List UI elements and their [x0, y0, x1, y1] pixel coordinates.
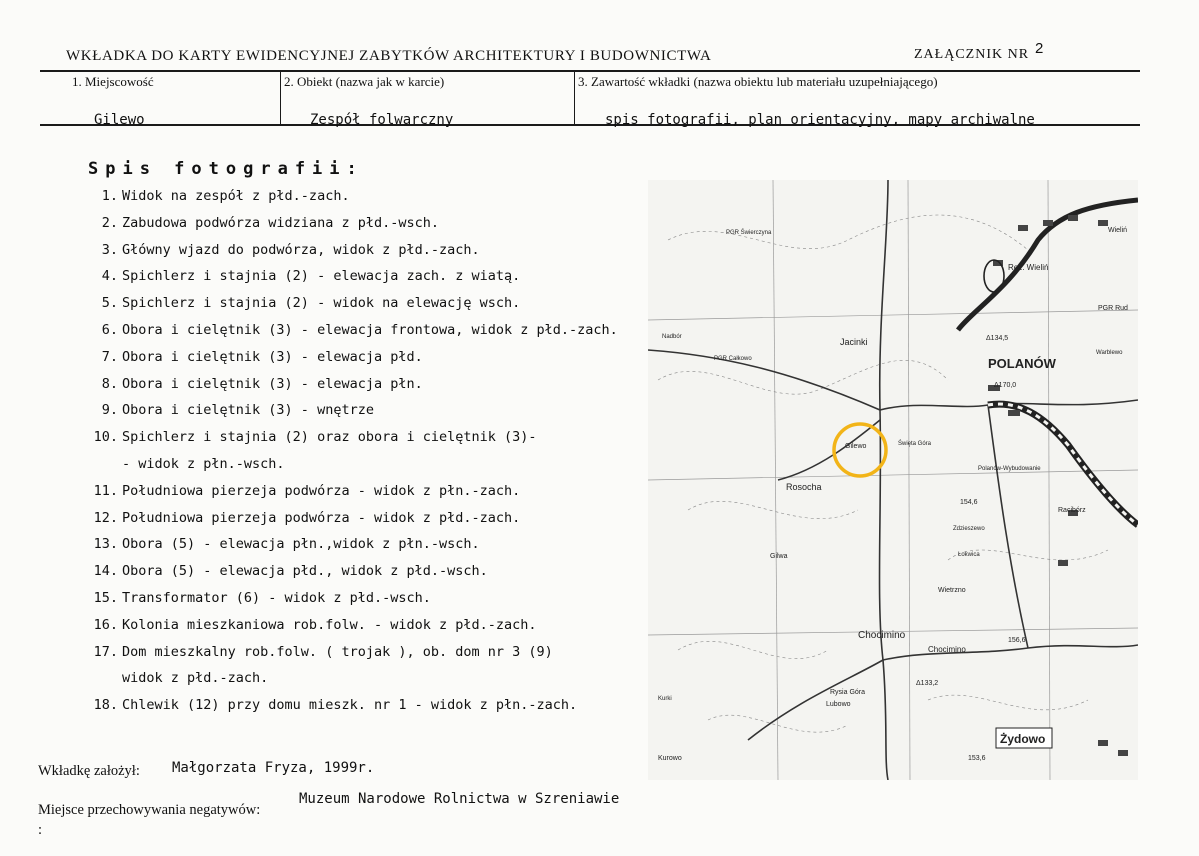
photo-item-text: Obora i cielętnik (3) - elewacja płn.: [122, 375, 423, 392]
map-label-nadbor: Nadbór: [662, 334, 682, 340]
photo-item-number: 6.: [101, 321, 118, 338]
photo-item-text: widok z płd.-zach.: [122, 670, 269, 687]
photo-item-text: Transformator (6) - widok z płd.-wsch.: [122, 589, 431, 606]
photo-list-item: [80, 240, 650, 267]
author-label: Wkładkę założył:: [38, 763, 140, 779]
photo-item-number: 5.: [101, 295, 118, 312]
column-1-label: 1. Miejscowość: [72, 74, 154, 89]
map-background: [648, 180, 1138, 780]
column-divider-1: [280, 70, 281, 125]
map-label-lokwica: Łokwica: [958, 552, 980, 558]
map-label-height-153: 153,6: [968, 755, 986, 762]
photo-item-number: 8.: [101, 375, 118, 392]
photo-item-text: Obora (5) - elewacja płd., widok z płd.-wsch.: [122, 563, 488, 580]
photo-item-text: Południowa pierzeja podwórza - widok z płn.-zach.: [122, 482, 521, 499]
map-label-pgr-swierczyna: PGR Świerczyna: [726, 230, 772, 236]
photo-item-number: 10.: [93, 429, 118, 446]
map-label-height-133: Δ133,2: [916, 680, 939, 687]
insert-contents-value: spis fotografii, plan orientacyjny, mapy archiwalne: [605, 112, 1035, 128]
photo-list-item: [80, 561, 650, 588]
map-label-height-134: Δ134,5: [986, 335, 1009, 342]
map-label-polanow: POLANÓW: [988, 356, 1056, 371]
photo-list-item: [80, 347, 650, 374]
map-label-height-154: 154,6: [960, 499, 978, 506]
orientation-map: [648, 180, 1138, 780]
annex-label: [914, 40, 1044, 63]
document-title: WKŁADKA DO KARTY EWIDENCYJNEJ ZABYTKÓW ARCHITEKTURY I BUDOWNICTWA: [66, 48, 712, 64]
photo-item-number: 16.: [93, 616, 118, 633]
map-label-rez-wielin: Rez. Wieliń: [1008, 263, 1049, 272]
photo-list-item: [80, 615, 650, 642]
photo-item-number: 4.: [101, 268, 118, 285]
footer-colon: :: [38, 822, 43, 838]
map-label-wielin: Wieliń: [1108, 227, 1128, 234]
storage-value: Muzeum Narodowe Rolnictwa w Szreniawie: [299, 791, 620, 807]
photo-item-number: 1.: [101, 188, 118, 204]
photo-list-item: [80, 293, 650, 320]
photo-item-text: Spichlerz i stajnia (2) - widok na elewację wsch.: [122, 295, 521, 312]
map-label-gilwa: Gilwa: [770, 553, 788, 560]
map-label-wietrzno: Wietrzno: [938, 587, 966, 594]
photo-list-item: [80, 695, 650, 722]
storage-label: Miejsce przechowywania negatywów:: [38, 802, 261, 818]
photo-item-text: - widok z płn.-wsch.: [122, 455, 285, 472]
photo-list: [80, 186, 650, 722]
photo-item-text: Obora (5) - elewacja płn.,widok z płn.-wsch.: [122, 536, 480, 553]
photo-item-text: Obora i cielętnik (3) - wnętrze: [122, 402, 374, 419]
annex-number: 2: [1035, 40, 1045, 57]
photo-item-text: Główny wjazd do podwórza, widok z płd.-zach.: [122, 241, 480, 258]
map-label-warblewo: Warblewo: [1096, 350, 1123, 356]
photo-list-title: Spis fotografii:: [88, 159, 364, 179]
photo-list-item: [80, 588, 650, 615]
photo-list-item: [80, 374, 650, 401]
column-divider-2: [574, 70, 575, 125]
column-3-label: 3. Zawartość wkładki (nazwa obiektu lub materiału uzupełniającego): [578, 74, 938, 89]
photo-item-number: 15.: [93, 589, 118, 606]
photo-item-text: Spichlerz i stajnia (2) - elewacja zach. z wiatą.: [122, 268, 521, 285]
photo-list-item: [80, 642, 650, 669]
photo-list-item: [80, 534, 650, 561]
map-label-kurowo: Kurowo: [658, 755, 682, 762]
photo-list-item: [80, 213, 650, 240]
photo-item-number: 3.: [101, 241, 118, 258]
map-label-pgr-rudki: PGR Rud: [1098, 305, 1128, 312]
photo-item-number: 18.: [93, 697, 118, 714]
map-label-pgr-cetkowo: PGR Całkowo: [714, 356, 752, 362]
photo-item-text: Widok na zespół z płd.-zach.: [122, 188, 350, 204]
photo-item-number: 2.: [101, 214, 118, 231]
map-label-swieta-gora: Święta Góra: [898, 441, 932, 447]
map-label-zdzieszewo: Zdzieszewo: [953, 526, 985, 532]
map-label-polanow-wybudowanie: Polanów-Wybudowanie: [978, 466, 1041, 472]
photo-list-item: [80, 266, 650, 293]
photo-item-text: Dom mieszkalny rob.folw. ( trojak ), ob. dom nr 3 (9): [122, 643, 553, 660]
map-label-chocimino-2: Chocimino: [928, 645, 966, 654]
photo-item-text: Zabudowa podwórza widziana z płd.-wsch.: [122, 214, 439, 231]
photo-item-text: Obora i cielętnik (3) - elewacja płd.: [122, 348, 423, 365]
photo-item-text: Obora i cielętnik (3) - elewacja frontowa, widok z płd.-zach.: [122, 321, 618, 338]
map-label-jacinki: Jacinki: [840, 337, 868, 347]
map-label-rysia-gora: Rysia Góra: [830, 689, 866, 696]
photo-list-item: [80, 400, 650, 427]
photo-item-number: 12.: [93, 509, 118, 526]
photo-list-item: [80, 454, 650, 481]
photo-item-number: 14.: [93, 563, 118, 580]
photo-item-number: 11.: [93, 482, 118, 499]
map-label-height-170: Δ170,0: [994, 382, 1017, 389]
locality-value: Gilewo: [94, 112, 145, 128]
annex-label-text: ZAŁĄCZNIK NR: [914, 47, 1030, 62]
photo-item-text: Chlewik (12) przy domu mieszk. nr 1 - widok z płn.-zach.: [122, 697, 578, 714]
photo-item-number: 17.: [93, 643, 118, 660]
photo-item-text: Spichlerz i stajnia (2) oraz obora i cielętnik (3)-: [122, 429, 537, 446]
photo-item-number: 9.: [101, 402, 118, 419]
map-label-gilewo: Gilewo: [845, 443, 867, 450]
map-label-kurki: Kurki: [658, 696, 672, 702]
map-label-rosocha: Rosocha: [786, 482, 822, 492]
column-2-label: 2. Obiekt (nazwa jak w karcie): [284, 74, 445, 89]
photo-list-item: [80, 320, 650, 347]
map-label-chocimino: Chocimino: [858, 630, 906, 641]
photo-item-text: Południowa pierzeja podwórza - widok z płd.-zach.: [122, 509, 521, 526]
map-label-raciborz: Racibórz: [1058, 507, 1086, 514]
photo-list-item: [80, 481, 650, 508]
photo-list-item: [80, 186, 650, 213]
photo-list-item: [80, 427, 650, 454]
photo-list-item: [80, 508, 650, 535]
map-label-height-156: 156,6: [1008, 637, 1026, 644]
photo-item-text: Kolonia mieszkaniowa rob.folw. - widok z płd.-zach.: [122, 616, 537, 633]
photo-list-item: [80, 668, 650, 695]
map-label-lubowo: Lubowo: [826, 701, 851, 708]
header-top-rule: [40, 70, 1140, 72]
photo-item-number: 7.: [101, 348, 118, 365]
map-label-zydowo: Żydowo: [1000, 732, 1046, 746]
photo-item-number: 13.: [93, 536, 118, 553]
object-value: Zespół folwarczny: [310, 112, 454, 128]
author-value: Małgorzata Fryza, 1999r.: [172, 760, 375, 776]
